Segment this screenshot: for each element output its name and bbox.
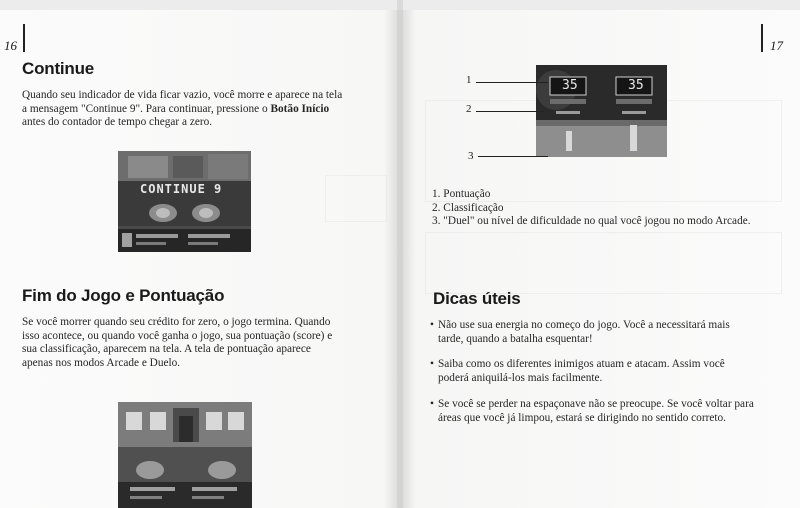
results-screenshot <box>536 65 667 157</box>
tip-line: poderá aniquilá-los mais facilmente. <box>438 371 603 384</box>
show-through <box>425 232 782 294</box>
bullet-icon: • <box>430 319 434 331</box>
book-gutter <box>397 0 403 508</box>
tip-line: Se você se perder na espaçonave não se preocupe. Se você voltar para <box>438 398 754 410</box>
page-number-right: 17 <box>770 38 783 53</box>
score-value-p2: 35 <box>628 78 644 93</box>
tip-item-1 <box>430 319 798 346</box>
continue-line-2: a mensagem "Continue 9". Para continuar, pressione o <box>22 102 271 115</box>
tip-item-3 <box>430 398 798 425</box>
bullet-icon: • <box>430 358 434 370</box>
callout-2-label: 2 <box>466 103 472 115</box>
continue-line-1: Quando seu indicador de vida ficar vazio, você morre e aparece na tela <box>22 89 343 101</box>
callout-3-line <box>478 156 548 157</box>
score-heading: Fim do Jogo e Pontuação <box>22 286 225 305</box>
screenshot-legend <box>432 188 792 229</box>
score-value-p1: 35 <box>562 78 578 93</box>
legend-item: 2. Classificação <box>432 201 504 214</box>
score-paragraph <box>22 316 382 370</box>
score-screenshot <box>118 402 252 508</box>
score-line: sua classificação, aparecem na tela. A tela de pontuação aparece <box>22 343 311 356</box>
tip-line: tarde, quando a batalha esquentar! <box>438 332 593 345</box>
tip-line: Saiba como os diferentes inimigos atuam e atacam. Assim você <box>438 358 725 370</box>
bullet-icon: • <box>430 398 434 410</box>
legend-item: 1. Pontuação <box>432 188 491 200</box>
callout-2-line <box>476 111 544 112</box>
callout-1-line <box>476 82 548 83</box>
page-rule-right <box>761 24 763 52</box>
page-number-left: 16 <box>4 38 17 53</box>
continue-heading: Continue <box>22 59 95 78</box>
tip-line: áreas que você já limpou, estará se dirigindo no sentido correto. <box>438 411 726 424</box>
score-line: isso acontece, ou quando você ganha o jogo, sua pontuação (score) e <box>22 329 333 342</box>
tips-heading: Dicas úteis <box>433 289 521 308</box>
callout-1-label: 1 <box>466 74 472 86</box>
continue-screenshot <box>118 151 251 252</box>
continue-paragraph <box>22 89 382 130</box>
continue-line-3: antes do contador de tempo chegar a zero. <box>22 116 213 129</box>
tip-item-2 <box>430 358 798 385</box>
start-button-label: Botão Início <box>270 102 330 115</box>
callout-3-label: 3 <box>468 150 474 162</box>
show-through <box>325 175 387 222</box>
page-rule-left <box>23 24 25 52</box>
score-line: Se você morrer quando seu crédito for zero, o jogo termina. Quando <box>22 316 331 328</box>
score-line: apenas nos modos Arcade e Duelo. <box>22 356 181 369</box>
continue-screen-text: CONTINUE 9 <box>140 182 223 196</box>
legend-item: 3. "Duel" ou nível de dificuldade no qual você jogou no modo Arcade. <box>432 215 751 228</box>
tip-line: Não use sua energia no começo do jogo. Você a necessitará mais <box>438 319 730 331</box>
